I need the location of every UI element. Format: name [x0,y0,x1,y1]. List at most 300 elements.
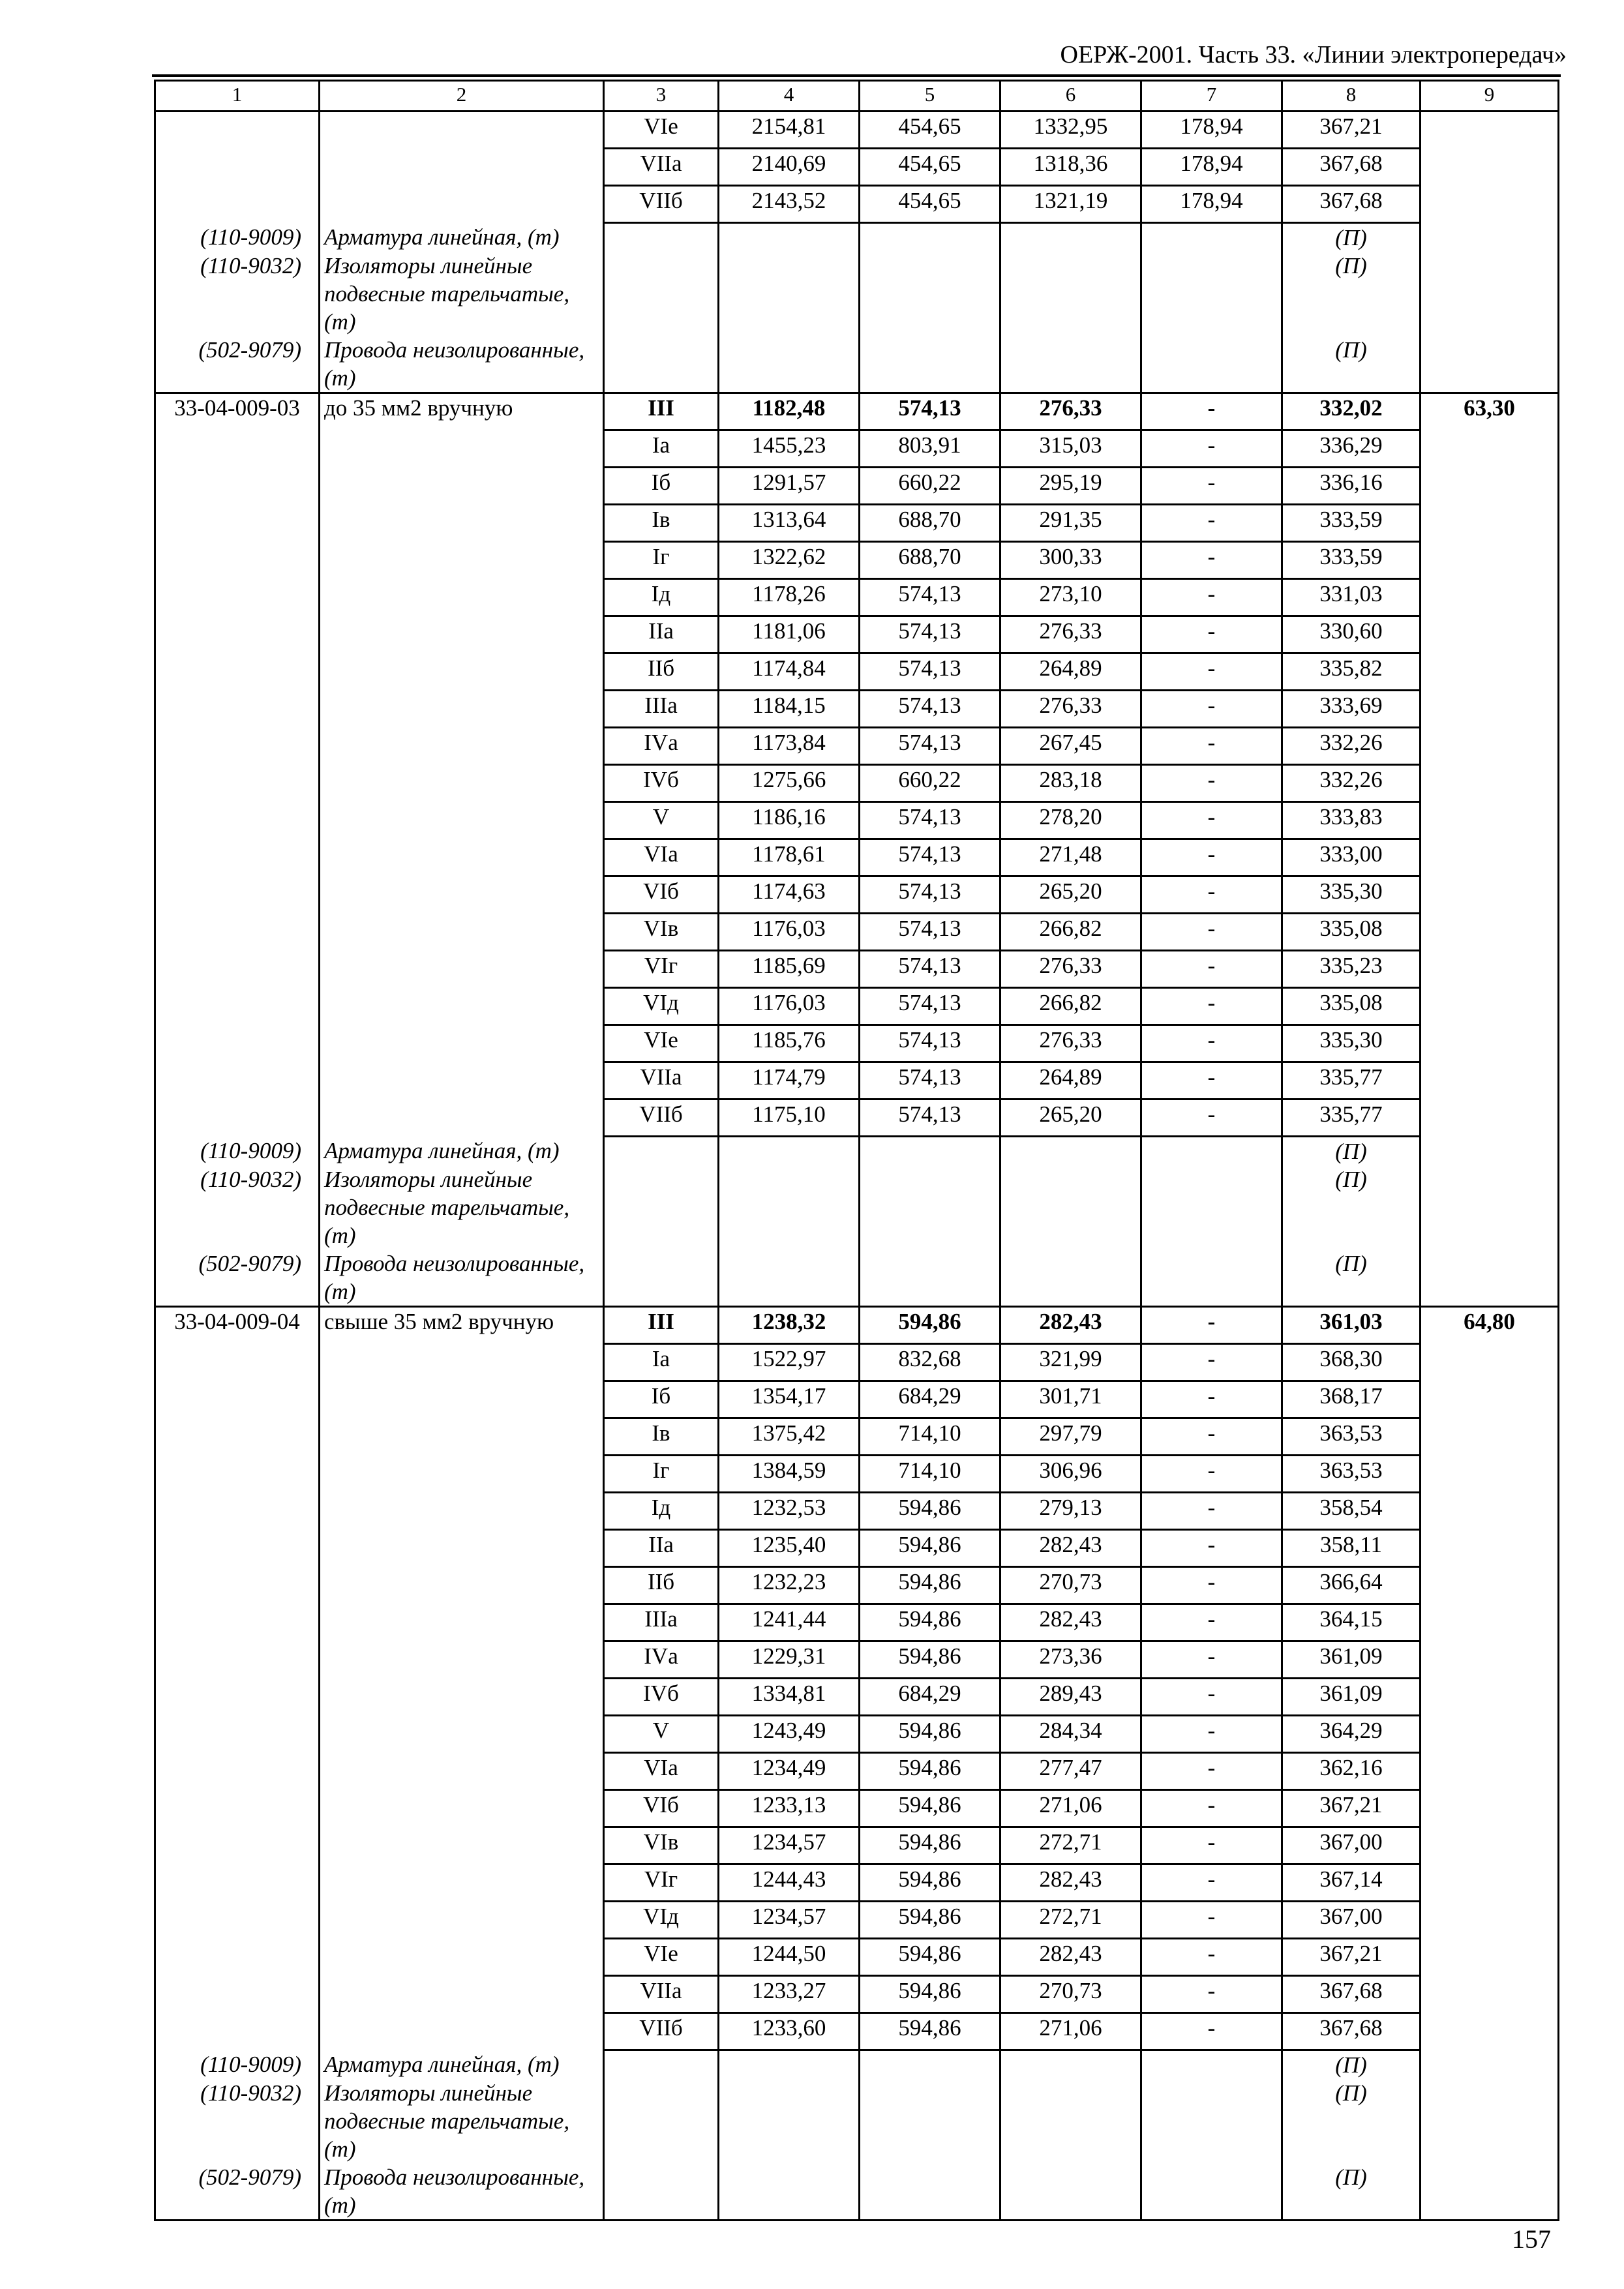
zone-cell: VIIа [604,149,719,186]
empty-cell [860,336,1000,393]
code-cell [155,951,320,988]
machinist-wages-cell: - [1141,802,1282,839]
resource-mark: (П) [1282,1165,1421,1249]
zone-cell: VIд [604,1902,719,1939]
empty-cell [604,2079,719,2163]
materials-cost-cell: 332,26 [1282,765,1421,802]
labor-cost-cell [1421,988,1559,1025]
machine-cost-cell: 266,82 [1000,914,1141,951]
wages-cell: 594,86 [860,1827,1000,1864]
name-cell [320,1902,604,1939]
empty-cell [719,1249,860,1307]
total-cost-cell: 1175,10 [719,1100,860,1137]
resource-mark: (П) [1282,223,1421,252]
total-cost-cell: 1233,60 [719,2013,860,2050]
empty-cell [1141,1165,1282,1249]
resource-row [155,2050,1559,2080]
total-cost-cell: 1174,84 [719,653,860,691]
empty-cell [1000,2079,1141,2163]
empty-cell [1421,1165,1559,1249]
machine-cost-cell: 300,33 [1000,542,1141,579]
labor-cost-cell [1421,1381,1559,1418]
machinist-wages-cell: - [1141,1716,1282,1753]
total-cost-cell: 2140,69 [719,149,860,186]
zone-cell: Iд [604,1493,719,1530]
code-cell [155,149,320,186]
total-cost-cell: 1241,44 [719,1604,860,1641]
wages-cell: 594,86 [860,1902,1000,1939]
machinist-wages-cell: 178,94 [1141,112,1282,149]
table-row [155,1100,1559,1137]
empty-cell [604,223,719,252]
column-number: 3 [604,81,719,112]
zone-cell: VIг [604,1864,719,1902]
zone-cell: VIIа [604,1976,719,2013]
wages-cell: 660,22 [860,468,1000,505]
wages-cell: 594,86 [860,1976,1000,2013]
machine-cost-cell: 315,03 [1000,430,1141,468]
labor-cost-cell: 63,30 [1421,393,1559,430]
labor-cost-cell [1421,1641,1559,1679]
total-cost-cell: 1234,57 [719,1902,860,1939]
labor-cost-cell [1421,839,1559,876]
code-cell [155,1344,320,1381]
total-cost-cell: 1238,32 [719,1307,860,1344]
machinist-wages-cell: - [1141,1976,1282,2013]
wages-cell: 594,86 [860,1939,1000,1976]
machine-cost-cell: 282,43 [1000,1939,1141,1976]
zone-cell: Iа [604,1344,719,1381]
labor-cost-cell [1421,430,1559,468]
empty-cell [860,2050,1000,2080]
empty-cell [719,336,860,393]
table-row [155,1827,1559,1864]
name-cell [320,1418,604,1456]
machine-cost-cell: 271,48 [1000,839,1141,876]
empty-cell [1141,336,1282,393]
machine-cost-cell: 270,73 [1000,1976,1141,2013]
empty-cell [1000,1165,1141,1249]
table-row [155,393,1559,430]
materials-cost-cell: 367,00 [1282,1827,1421,1864]
table-row [155,1567,1559,1604]
labor-cost-cell [1421,1100,1559,1137]
table-row [155,112,1559,149]
table-row [155,1641,1559,1679]
machine-cost-cell: 289,43 [1000,1679,1141,1716]
resource-code: (502-9079) [155,2163,320,2221]
table-row [155,2013,1559,2050]
code-cell [155,1604,320,1641]
name-cell [320,1753,604,1790]
table-row [155,1418,1559,1456]
materials-cost-cell: 333,59 [1282,505,1421,542]
materials-cost-cell: 361,09 [1282,1679,1421,1716]
name-cell [320,2013,604,2050]
code-cell [155,1679,320,1716]
machinist-wages-cell: - [1141,1493,1282,1530]
empty-cell [1000,252,1141,336]
machinist-wages-cell: - [1141,1307,1282,1344]
machinist-wages-cell: - [1141,914,1282,951]
materials-cost-cell: 335,77 [1282,1062,1421,1100]
table-row [155,951,1559,988]
wages-cell: 684,29 [860,1381,1000,1418]
labor-cost-cell [1421,1753,1559,1790]
code-cell: 33-04-009-04 [155,1307,320,1344]
total-cost-cell: 1174,63 [719,876,860,914]
labor-cost-cell [1421,1976,1559,2013]
column-number: 1 [155,81,320,112]
code-cell [155,112,320,149]
resource-row [155,2163,1559,2221]
empty-cell [860,1165,1000,1249]
name-cell [320,951,604,988]
machine-cost-cell: 264,89 [1000,1062,1141,1100]
total-cost-cell: 2143,52 [719,186,860,223]
code-cell [155,691,320,728]
table-row [155,1864,1559,1902]
labor-cost-cell [1421,1679,1559,1716]
name-cell [320,149,604,186]
machine-cost-cell: 271,06 [1000,2013,1141,2050]
total-cost-cell: 1186,16 [719,802,860,839]
zone-cell: IVб [604,1679,719,1716]
name-cell [320,653,604,691]
labor-cost-cell [1421,149,1559,186]
zone-cell: Iг [604,542,719,579]
total-cost-cell: 1243,49 [719,1716,860,1753]
total-cost-cell: 1181,06 [719,616,860,653]
wages-cell: 594,86 [860,1716,1000,1753]
zone-cell: IVа [604,728,719,765]
code-cell [155,1100,320,1137]
wages-cell: 594,86 [860,1604,1000,1641]
empty-cell [1421,223,1559,252]
wages-cell: 574,13 [860,691,1000,728]
resource-name: Арматура линейная, (т) [320,1137,604,1166]
materials-cost-cell: 332,26 [1282,728,1421,765]
materials-cost-cell: 333,59 [1282,542,1421,579]
machine-cost-cell: 277,47 [1000,1753,1141,1790]
empty-cell [1141,223,1282,252]
table-row [155,839,1559,876]
name-cell [320,1864,604,1902]
code-cell [155,579,320,616]
resource-row [155,2079,1559,2163]
wages-cell: 574,13 [860,839,1000,876]
resource-mark: (П) [1282,2163,1421,2221]
labor-cost-cell [1421,616,1559,653]
empty-cell [604,1249,719,1307]
machinist-wages-cell: - [1141,1062,1282,1100]
name-cell [320,1456,604,1493]
resource-mark: (П) [1282,1249,1421,1307]
wages-cell: 454,65 [860,186,1000,223]
name-cell [320,1381,604,1418]
code-cell [155,430,320,468]
name-cell [320,1493,604,1530]
code-cell [155,653,320,691]
machinist-wages-cell: - [1141,1344,1282,1381]
total-cost-cell: 1522,97 [719,1344,860,1381]
materials-cost-cell: 358,54 [1282,1493,1421,1530]
wages-cell: 594,86 [860,1753,1000,1790]
code-cell: 33-04-009-03 [155,393,320,430]
wages-cell: 574,13 [860,1025,1000,1062]
labor-cost-cell [1421,1716,1559,1753]
wages-cell: 594,86 [860,2013,1000,2050]
resource-code: (110-9032) [155,252,320,336]
table-row [155,988,1559,1025]
table-row [155,1344,1559,1381]
materials-cost-cell: 363,53 [1282,1456,1421,1493]
table-row [155,1530,1559,1567]
code-cell [155,1567,320,1604]
table-row [155,1790,1559,1827]
code-cell [155,1493,320,1530]
empty-cell [1000,1137,1141,1166]
table-row [155,1679,1559,1716]
name-cell [320,1679,604,1716]
column-number: 6 [1000,81,1141,112]
wages-cell: 594,86 [860,1493,1000,1530]
code-cell [155,1902,320,1939]
wages-cell: 714,10 [860,1456,1000,1493]
wages-cell: 574,13 [860,653,1000,691]
table-row [155,1062,1559,1100]
machine-cost-cell: 1321,19 [1000,186,1141,223]
empty-cell [1141,2050,1282,2080]
machinist-wages-cell: - [1141,579,1282,616]
empty-cell [860,252,1000,336]
empty-cell [860,2079,1000,2163]
code-cell [155,1716,320,1753]
empty-cell [1141,2163,1282,2221]
machinist-wages-cell: - [1141,1567,1282,1604]
code-cell [155,505,320,542]
table-row [155,914,1559,951]
machinist-wages-cell: - [1141,1939,1282,1976]
total-cost-cell: 1232,23 [719,1567,860,1604]
name-cell: до 35 мм2 вручную [320,393,604,430]
resource-row [155,252,1559,336]
materials-cost-cell: 335,30 [1282,1025,1421,1062]
labor-cost-cell [1421,505,1559,542]
name-cell [320,1827,604,1864]
machinist-wages-cell: - [1141,653,1282,691]
total-cost-cell: 1185,76 [719,1025,860,1062]
zone-cell: VIд [604,988,719,1025]
resource-code: (110-9032) [155,1165,320,1249]
materials-cost-cell: 335,77 [1282,1100,1421,1137]
total-cost-cell: 1354,17 [719,1381,860,1418]
materials-cost-cell: 335,30 [1282,876,1421,914]
code-cell [155,876,320,914]
table-row [155,468,1559,505]
empty-cell [1000,2050,1141,2080]
column-number: 8 [1282,81,1421,112]
machinist-wages-cell: - [1141,1604,1282,1641]
machinist-wages-cell: - [1141,616,1282,653]
name-cell [320,542,604,579]
machinist-wages-cell: - [1141,1025,1282,1062]
labor-cost-cell [1421,1939,1559,1976]
machinist-wages-cell: - [1141,1100,1282,1137]
total-cost-cell: 1182,48 [719,393,860,430]
wages-cell: 688,70 [860,542,1000,579]
machinist-wages-cell: - [1141,1753,1282,1790]
table-row [155,1976,1559,2013]
zone-cell: VIг [604,951,719,988]
machinist-wages-cell: - [1141,1679,1282,1716]
materials-cost-cell: 364,15 [1282,1604,1421,1641]
resource-code: (110-9032) [155,2079,320,2163]
machine-cost-cell: 273,10 [1000,579,1141,616]
machine-cost-cell: 276,33 [1000,951,1141,988]
wages-cell: 574,13 [860,876,1000,914]
name-cell [320,876,604,914]
zone-cell: IIIа [604,691,719,728]
wages-cell: 594,86 [860,1567,1000,1604]
resource-name: Провода неизолированные, (т) [320,1249,604,1307]
machine-cost-cell: 276,33 [1000,691,1141,728]
name-cell [320,468,604,505]
code-cell [155,1418,320,1456]
total-cost-cell: 1234,49 [719,1753,860,1790]
machinist-wages-cell: - [1141,951,1282,988]
zone-cell: Iг [604,1456,719,1493]
total-cost-cell: 1176,03 [719,914,860,951]
total-cost-cell: 1184,15 [719,691,860,728]
machinist-wages-cell: - [1141,1790,1282,1827]
empty-cell [1141,2079,1282,2163]
resource-name: Провода неизолированные, (т) [320,336,604,393]
table-row [155,1456,1559,1493]
zone-cell: Iа [604,430,719,468]
zone-cell: VIб [604,876,719,914]
materials-cost-cell: 330,60 [1282,616,1421,653]
machine-cost-cell: 271,06 [1000,1790,1141,1827]
empty-cell [1000,336,1141,393]
table-row [155,1753,1559,1790]
machinist-wages-cell: - [1141,839,1282,876]
machinist-wages-cell: - [1141,1381,1282,1418]
resource-name: Провода неизолированные, (т) [320,2163,604,2221]
name-cell [320,1641,604,1679]
name-cell [320,1062,604,1100]
table-row [155,802,1559,839]
machinist-wages-cell: 178,94 [1141,186,1282,223]
zone-cell: IIа [604,1530,719,1567]
machine-cost-cell: 279,13 [1000,1493,1141,1530]
zone-cell: IIа [604,616,719,653]
wages-cell: 594,86 [860,1641,1000,1679]
code-cell [155,616,320,653]
wages-cell: 574,13 [860,393,1000,430]
total-cost-cell: 1233,13 [719,1790,860,1827]
machine-cost-cell: 270,73 [1000,1567,1141,1604]
empty-cell [1000,223,1141,252]
resource-row [155,1249,1559,1307]
empty-cell [604,336,719,393]
zone-cell: VIIб [604,1100,719,1137]
machinist-wages-cell: - [1141,988,1282,1025]
labor-cost-cell [1421,1530,1559,1567]
code-cell [155,1062,320,1100]
wages-cell: 714,10 [860,1418,1000,1456]
column-number: 4 [719,81,860,112]
table-row [155,1939,1559,1976]
total-cost-cell: 1232,53 [719,1493,860,1530]
machine-cost-cell: 265,20 [1000,876,1141,914]
total-cost-cell: 1291,57 [719,468,860,505]
resource-name: Изоляторы линейные подвесные тарельчатые, (т) [320,1165,604,1249]
labor-cost-cell [1421,112,1559,149]
page-number: 157 [1512,2224,1551,2254]
name-cell [320,430,604,468]
labor-cost-cell [1421,579,1559,616]
wages-cell: 594,86 [860,1307,1000,1344]
labor-cost-cell [1421,1418,1559,1456]
total-cost-cell: 1173,84 [719,728,860,765]
machine-cost-cell: 301,71 [1000,1381,1141,1418]
materials-cost-cell: 367,21 [1282,1790,1421,1827]
name-cell [320,505,604,542]
total-cost-cell: 1234,57 [719,1827,860,1864]
code-cell [155,1381,320,1418]
resource-row [155,1165,1559,1249]
materials-cost-cell: 332,02 [1282,393,1421,430]
machinist-wages-cell: - [1141,393,1282,430]
labor-cost-cell [1421,691,1559,728]
zone-cell: Iв [604,505,719,542]
materials-cost-cell: 362,16 [1282,1753,1421,1790]
labor-cost-cell [1421,1567,1559,1604]
total-cost-cell: 1176,03 [719,988,860,1025]
code-cell [155,1976,320,2013]
materials-cost-cell: 368,30 [1282,1344,1421,1381]
materials-cost-cell: 367,68 [1282,149,1421,186]
code-cell [155,728,320,765]
labor-cost-cell [1421,1827,1559,1864]
total-cost-cell: 1455,23 [719,430,860,468]
zone-cell: VIе [604,1939,719,1976]
wages-cell: 688,70 [860,505,1000,542]
materials-cost-cell: 363,53 [1282,1418,1421,1456]
code-cell [155,2013,320,2050]
wages-cell: 803,91 [860,430,1000,468]
column-number-row [155,81,1559,112]
empty-cell [860,1249,1000,1307]
wages-cell: 574,13 [860,914,1000,951]
code-cell [155,1939,320,1976]
materials-cost-cell: 361,03 [1282,1307,1421,1344]
labor-cost-cell [1421,914,1559,951]
machine-cost-cell: 282,43 [1000,1307,1141,1344]
machine-cost-cell: 282,43 [1000,1530,1141,1567]
code-cell [155,186,320,223]
machine-cost-cell: 283,18 [1000,765,1141,802]
resource-code: (110-9009) [155,1137,320,1166]
total-cost-cell: 1322,62 [719,542,860,579]
name-cell [320,112,604,149]
table-row [155,186,1559,223]
table-row [155,1902,1559,1939]
labor-cost-cell [1421,468,1559,505]
empty-cell [1421,1249,1559,1307]
empty-cell [604,252,719,336]
